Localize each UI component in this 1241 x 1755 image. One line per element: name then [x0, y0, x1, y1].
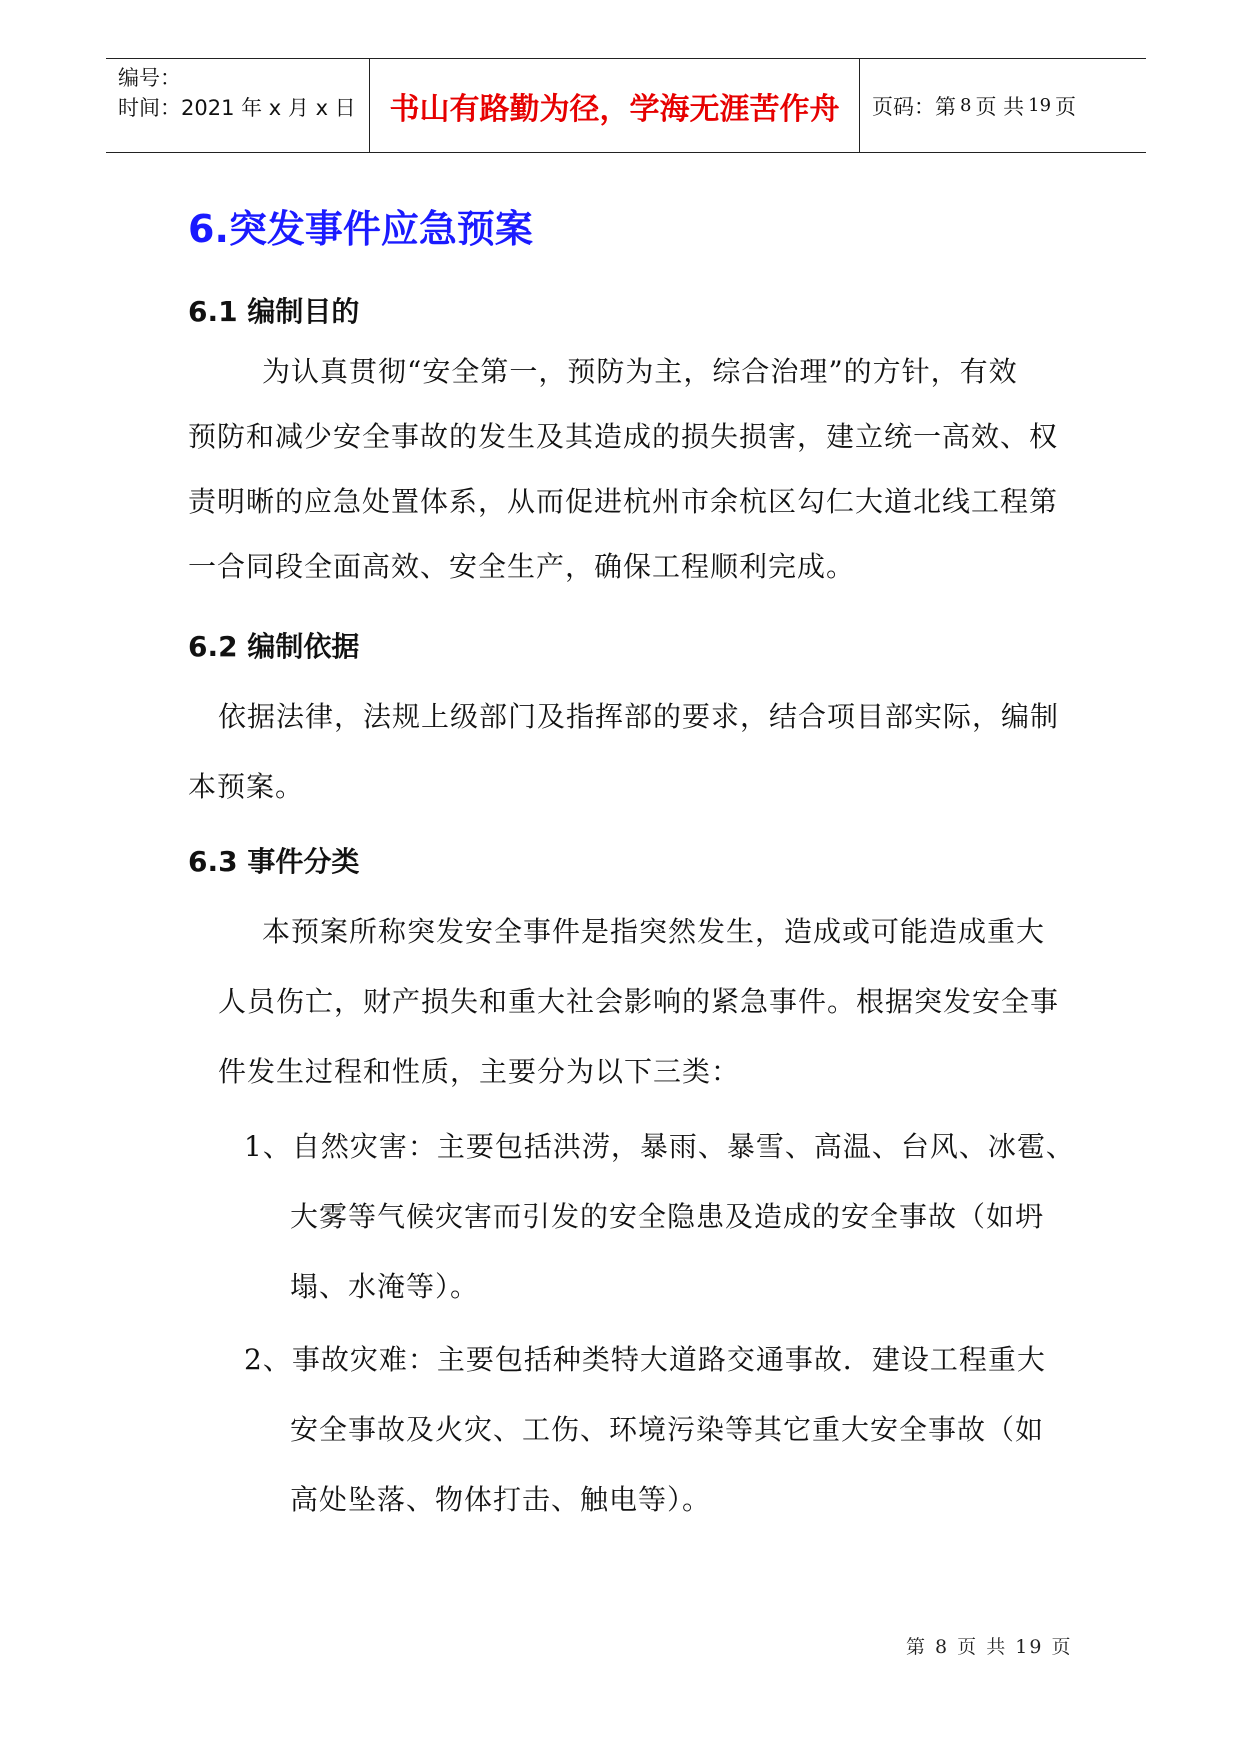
paragraph-line: 预防和减少安全事故的发生及其造成的损失损害，建立统一高效、权: [188, 420, 1059, 453]
section-heading-6-1: 6.1 编制目的: [188, 295, 360, 328]
paragraph-line: 本预案所称突发安全事件是指突然发生，造成或可能造成重大: [262, 915, 1046, 948]
list-item-line: 大雾等气候灾害而引发的安全隐患及造成的安全事故（如坍: [290, 1200, 1045, 1233]
list-item-line: 安全事故及火灾、工伤、环境污染等其它重大安全事故（如: [290, 1413, 1045, 1446]
header-page-info: [860, 59, 1146, 152]
paragraph-line: 人员伤亡，财产损失和重大社会影响的紧急事件。根据突发安全事: [218, 985, 1060, 1018]
paragraph-line: 本预案。: [188, 770, 305, 803]
section-heading-6-3: 6.3 事件分类: [188, 845, 360, 878]
paragraph-line: 件发生过程和性质，主要分为以下三类：: [218, 1055, 741, 1088]
paragraph-line: 依据法律，法规上级部门及指挥部的要求，结合项目部实际，编制: [218, 700, 1060, 733]
header-page-prefix: 页码：第: [872, 94, 956, 119]
paragraph-line: 责明晰的应急处置体系，从而促进杭州市余杭区勾仁大道北线工程第: [188, 485, 1059, 518]
paragraph-line: 一合同段全面高效、安全生产，确保工程顺利完成。: [188, 550, 856, 583]
section-heading-6-2: 6.2 编制依据: [188, 630, 360, 663]
header-page-mid: 页 共: [975, 94, 1025, 119]
page-footer: 第 8 页 共 19 页: [906, 1636, 1073, 1658]
header-page-suffix: 页: [1055, 94, 1077, 119]
paragraph-line: 为认真贯彻“安全第一，预防为主，综合治理”的方针，有效: [262, 355, 1018, 388]
list-item-line: 高处坠落、物体打击、触电等）。: [290, 1483, 712, 1516]
list-item-line: 1、自然灾害：主要包括洪涝，暴雨、暴雪、高温、台风、冰雹、: [244, 1130, 1075, 1163]
page-header: [106, 58, 1146, 153]
header-page-total: 19: [1028, 95, 1052, 116]
header-page-current: 8: [960, 95, 972, 116]
chapter-title: 6.突发事件应急预案: [188, 207, 533, 251]
list-item-line: 2、事故灾难：主要包括种类特大道路交通事故．建设工程重大: [244, 1343, 1046, 1376]
header-time: 时间：2021 年 x 月 x 日: [118, 96, 356, 120]
header-meta: [106, 59, 370, 152]
header-number: 编号：: [118, 66, 181, 90]
list-item-line: 塌、水淹等）。: [290, 1270, 480, 1303]
header-motto: 书山有路勤为径，学海无涯苦作舟: [370, 59, 860, 152]
